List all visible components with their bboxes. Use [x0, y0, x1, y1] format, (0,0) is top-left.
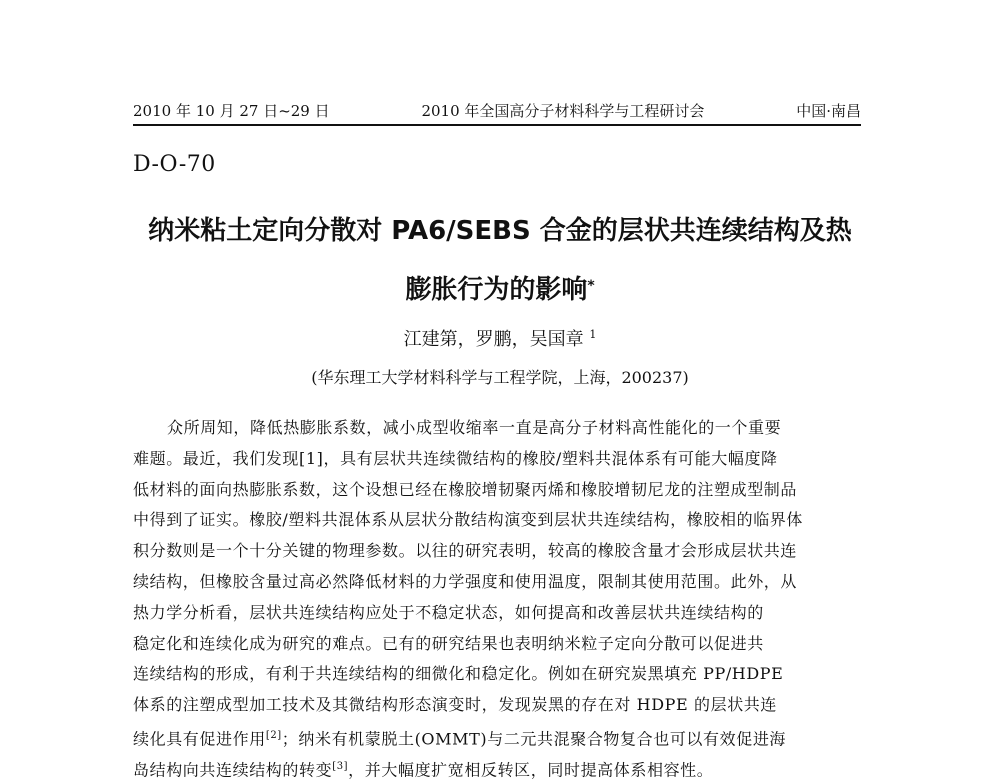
body-line: 积分数则是一个十分关键的物理参数。以往的研究表明，较高的橡胶含量才会形成层状共连	[133, 541, 798, 561]
body-line	[133, 752, 861, 783]
body-line: 众所周知，降低热膨胀系数，减小成型收缩率一直是高分子材料高性能化的一个重要	[167, 418, 782, 437]
body-line: 低材料的面向热膨胀系数，这个设想已经在橡胶增韧聚丙烯和橡胶增韧尼龙的注塑成型制品	[133, 479, 798, 499]
header-date: 2010 年 10 月 27 日~29 日	[133, 102, 330, 120]
affiliation: (华东理工大学材料科学与工程学院，上海，200237)	[311, 368, 689, 387]
abstract-body	[133, 413, 861, 783]
body-line: 热力学分析看，层状共连续结构应处于不稳定状态，如何提高和改善层状共连续结构的	[133, 602, 764, 622]
body-line: 稳定化和连续化成为研究的难点。已有的研究结果也表明纳米粒子定向分散可以促进共	[133, 633, 764, 653]
author-affiliation-mark: 1	[589, 328, 597, 341]
citation-mark: [2]	[265, 729, 282, 741]
body-line-text: 岛结构向共连续结构的转变	[133, 760, 333, 780]
body-line: 体系的注塑成型加工技术及其微结构形态演变时，发现炭黑的存在对 HDPE 的层状共连	[133, 695, 777, 715]
body-line: 中得到了证实。橡胶/塑料共混体系从层状分散结构演变到层状共连续结构，橡胶相的临界体	[133, 510, 803, 530]
title-line-2-text: 膨胀行为的影响	[405, 275, 588, 305]
header-conference: 2010 年全国高分子材料科学与工程研讨会	[421, 102, 705, 120]
title-footnote-mark: *	[587, 278, 595, 294]
body-line-tail: ，并大幅度扩宽相反转区，同时提高体系相容性。	[348, 760, 714, 780]
body-line-tail: ；纳米有机蒙脱土(OMMT)与二元共混聚合物复合也可以有效促进海	[281, 729, 787, 749]
body-line-text: 续化具有促进作用	[133, 729, 266, 749]
body-line	[133, 721, 861, 752]
title-line-1: 纳米粘土定向分散对 PA6/SEBS 合金的层状共连续结构及热	[148, 216, 852, 246]
citation-mark: [3]	[332, 760, 349, 772]
body-line: 连续结构的形成，有利于共连续结构的细微化和稳定化。例如在研究炭黑填充 PP/HDPE	[133, 664, 784, 684]
running-header	[133, 92, 861, 126]
author-names: 江建第，罗鹏，吴国章	[403, 329, 584, 350]
title-line-2	[100, 273, 900, 307]
body-line: 难题。最近，我们发现[1]，具有层状共连续微结构的橡胶/塑料共混体系有可能大幅度降	[133, 448, 778, 468]
header-location: 中国·南昌	[796, 102, 861, 120]
paper-id: D-O-70	[133, 152, 216, 177]
body-line: 续结构，但橡胶含量过高必然降低材料的力学强度和使用温度，限制其使用范围。此外，从	[133, 571, 798, 591]
authors	[100, 325, 900, 351]
